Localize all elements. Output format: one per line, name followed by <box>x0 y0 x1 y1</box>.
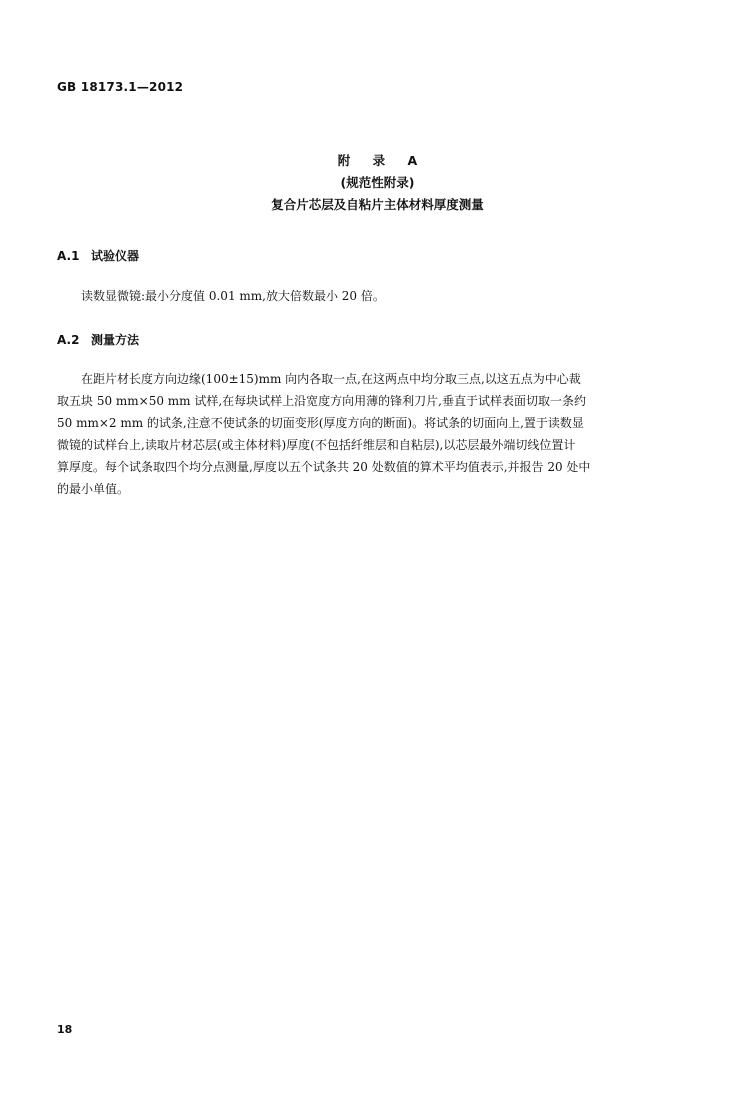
paragraph-line: 在距片材长度方向边缘(100±15)mm 向内各取一点,在这两点中均分取三点,以这五点为中心裁 <box>81 372 581 386</box>
paragraph-line: 微镜的试样台上,读取片材芯层(或主体材料)厚度(不包括纤维层和自粘层),以芯层最外端切线位置计 <box>57 438 576 452</box>
annex-type: (规范性附录) <box>340 175 415 190</box>
paragraph-line: 算厚度。每个试条取四个均分点测量,厚度以五个试条共 20 处数值的算术平均值表示,并报告 20 处中 <box>57 460 591 474</box>
annex-label: 附 录 A <box>337 153 427 168</box>
section-a2-body <box>57 368 697 500</box>
paragraph-line: 的最小单值。 <box>57 482 130 496</box>
annex-title: 复合片芯层及自粘片主体材料厚度测量 <box>271 197 484 212</box>
page-number: 18 <box>57 1023 73 1036</box>
section-title: 试验仪器 <box>91 249 140 263</box>
paragraph-line: 50 mm×2 mm 的试条,注意不使试条的切面变形(厚度方向的断面)。将试条的切面向上,置于读数显 <box>57 416 584 430</box>
section-number: A.2 <box>57 333 80 347</box>
section-title: 测量方法 <box>91 333 140 347</box>
paragraph-line: 取五块 50 mm×50 mm 试样,在每块试样上沿宽度方向用薄的锋利刀片,垂直于试样表面切取一条约 <box>57 394 586 408</box>
section-a1-body <box>57 285 697 307</box>
standard-code: GB 18173.1—2012 <box>57 80 184 94</box>
section-heading-a1 <box>57 247 139 264</box>
paragraph-line: 读数显微镜:最小分度值 0.01 mm,放大倍数最小 20 倍。 <box>81 289 385 303</box>
section-number: A.1 <box>57 249 80 263</box>
annex-title-block <box>0 150 755 216</box>
section-heading-a2 <box>57 331 139 348</box>
